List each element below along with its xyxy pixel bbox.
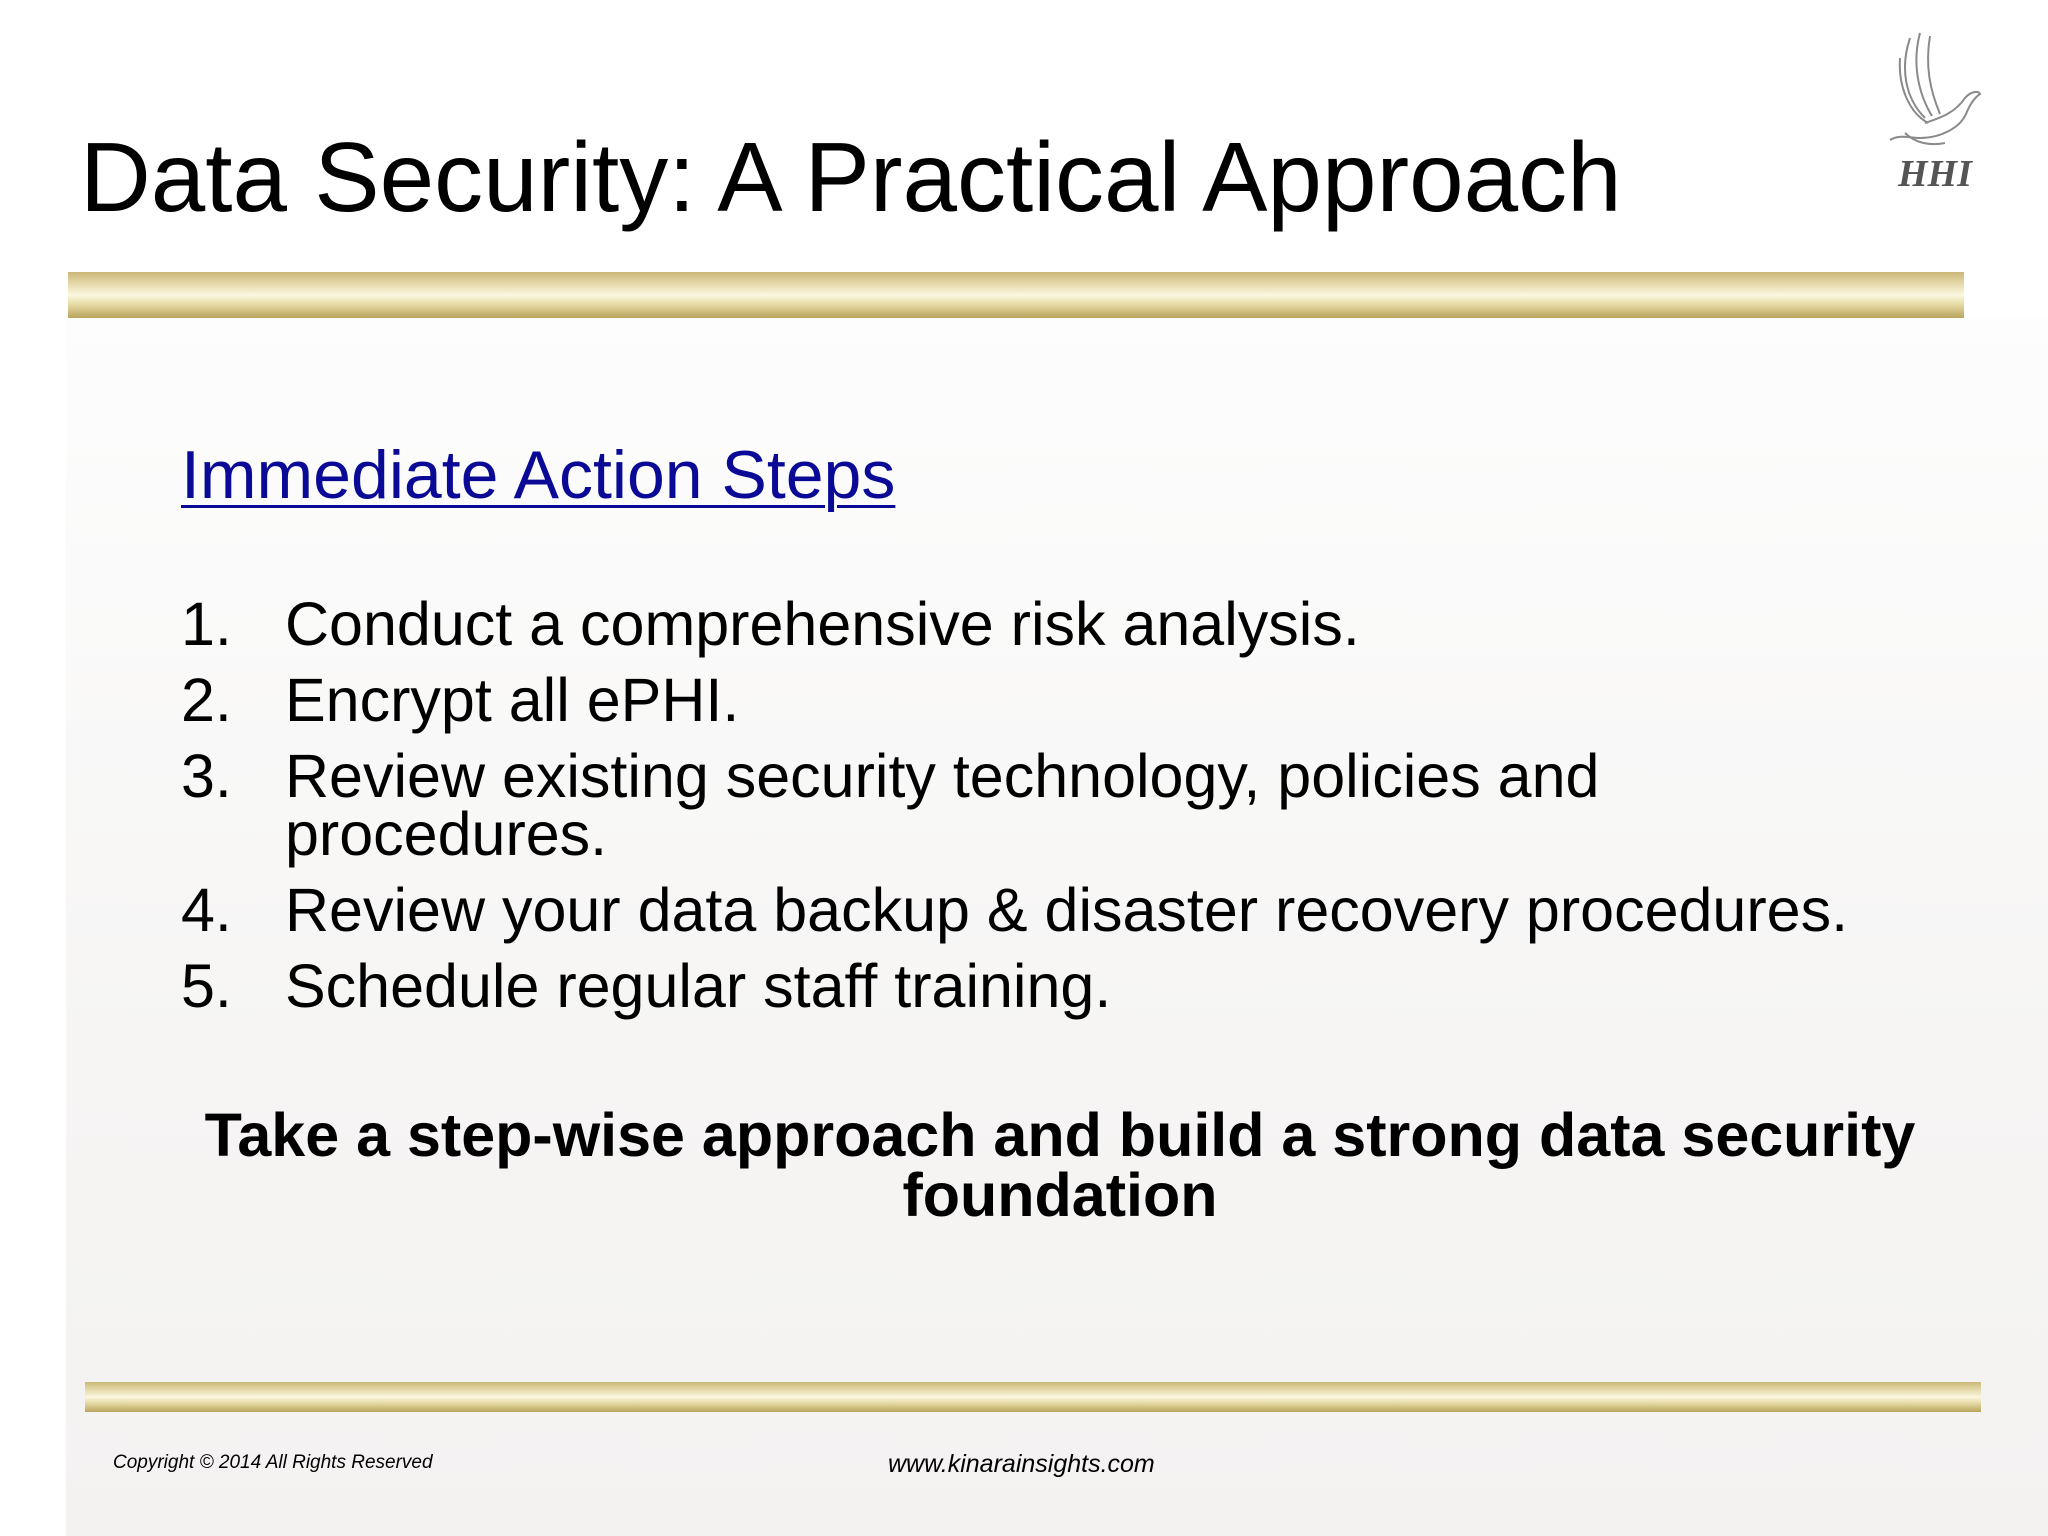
step-number: 5. (181, 952, 232, 1020)
step-text: Conduct a comprehensive risk analysis. (285, 590, 1360, 658)
list-item (181, 952, 1931, 1020)
list-item (181, 876, 1931, 944)
logo-text: HHI (1898, 153, 1972, 195)
step-number: 4. (181, 876, 232, 944)
step-text: Review your data backup & disaster recovery procedures. (285, 876, 1849, 944)
list-item (181, 742, 1931, 868)
section-heading-link[interactable]: Immediate Action Steps (181, 437, 896, 513)
step-text: Schedule regular staff training. (285, 952, 1112, 1020)
dove-logo-icon (1870, 28, 1990, 198)
website-link[interactable]: www.kinarainsights.com (888, 1450, 1155, 1478)
slide-title: Data Security: A Practical Approach (80, 122, 1622, 232)
step-number: 3. (181, 742, 232, 810)
step-text: Review existing security technology, policies and procedures. (285, 742, 1600, 868)
step-text: Encrypt all ePHI. (285, 666, 740, 734)
list-item (181, 666, 1931, 734)
list-item (181, 590, 1931, 658)
bottom-divider (85, 1382, 1981, 1412)
step-number: 2. (181, 666, 232, 734)
action-steps-list (181, 590, 1931, 1033)
step-number: 1. (181, 590, 232, 658)
tagline: Take a step-wise approach and build a strong data security foundation (204, 1101, 1916, 1229)
copyright-text: Copyright © 2014 All Rights Reserved (113, 1452, 433, 1473)
top-divider (68, 272, 1964, 318)
